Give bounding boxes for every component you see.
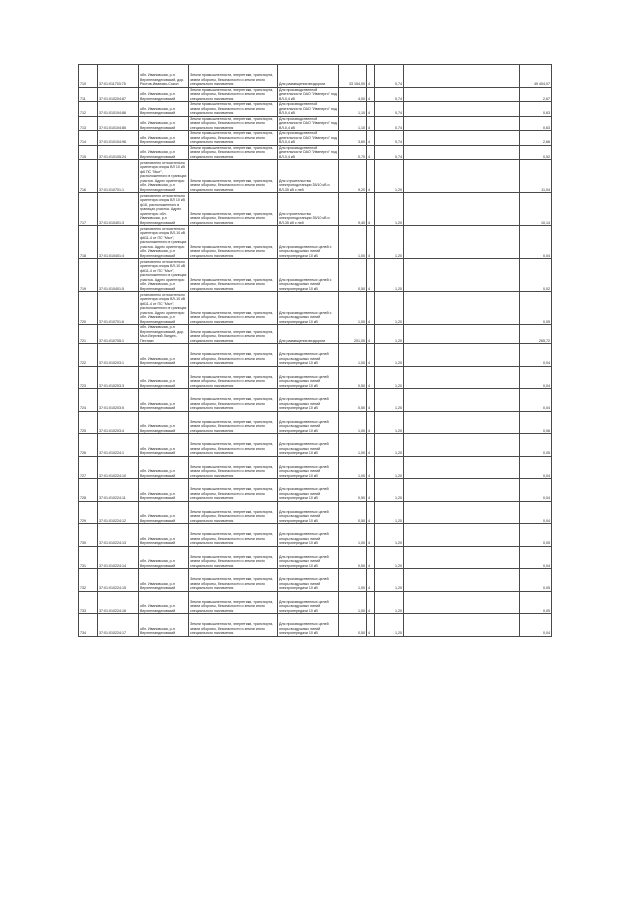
address: обл. Ивановская, р-н Верхнеландеховский: [139, 87, 189, 102]
permitted-use: Для строительства электроподстанции 35/10 кВ и ВЛ-35 кВ с ней: [278, 160, 339, 193]
spacer-cell: [404, 145, 520, 160]
area: 1,10: [339, 102, 367, 117]
spacer-cell: [404, 259, 520, 292]
address: обл. Ивановская, р-н Верхнеландеховский: [139, 591, 189, 614]
cadastral-number: 37:01:010105:24: [98, 145, 139, 160]
land-category: Земли промышленности, энергетики, транспорта, земли обороны, безопасности и земли иного специального назначения: [189, 479, 278, 502]
table-row: [79, 116, 552, 131]
land-category: Земли промышленности, энергетики, транспорта, земли обороны, безопасности и земли иного специального назначения: [189, 456, 278, 479]
address: установлено относительно ориентира опоры ВЛ 10 кВ ф6 ПС "Мыт", расположенного в границах участка. Адрес ориентира: обл. Ивановская, р-н Верхнеландеховский: [139, 160, 189, 193]
spacer-cell: [404, 456, 520, 479]
table-row: [79, 344, 552, 367]
table-row: [79, 87, 552, 102]
tax-amount: 49 404,07: [520, 65, 552, 88]
table-row: [79, 325, 552, 344]
cadastral-number: 37:01:010224:1: [98, 434, 139, 457]
table-row: [79, 614, 552, 637]
spacer-cell: [404, 501, 520, 524]
land-category: Земли промышленности, энергетики, транспорта, земли обороны, безопасности и земли иного специального назначения: [189, 501, 278, 524]
spacer-cell: [404, 292, 520, 325]
tax-amount: 0,04: [520, 456, 552, 479]
area: 1,00: [339, 411, 367, 434]
cadastral-number: 37:01:010701:1: [98, 160, 139, 193]
row-number: 714: [79, 131, 98, 146]
row-number: 720: [79, 292, 98, 325]
permitted-use: Для производственной деятельности ОАО "Ивэнерго" под ВЛ-0,4 кВ: [279, 87, 337, 101]
tax-rate: 1,20: [375, 344, 404, 367]
permitted-use: Для производственных целей опоры воздушных линий электропередачи 10 кВ: [278, 524, 339, 547]
cadastral-number: 37:01:010401:3: [98, 193, 139, 226]
address: установлено относительно ориентира опоры ВЛ-10 кВ ф611-4 от ПС "Мыт", расположенного в границах участка. Адрес ориентира: обл. Ивановская, р-н Верхнеландеховский: [139, 292, 189, 325]
area: 1,00: [339, 524, 367, 547]
table-body: [79, 65, 552, 637]
cadastral-number: 37:01:010204:87: [98, 87, 139, 102]
table-row: [79, 411, 552, 434]
tax-amount: 0,63: [520, 102, 552, 117]
cadastral-number: 37:01:010224:17: [98, 614, 139, 637]
tax-rate: 1,20: [375, 325, 404, 344]
spacer-cell: [404, 65, 520, 88]
land-category: Земли промышленности, энергетики, транспорта, земли обороны, безопасности и земли иного специального назначения: [189, 325, 278, 344]
spacer-cell: [404, 193, 520, 226]
months: 4: [367, 193, 375, 226]
land-category: Земли промышленности, энергетики, транспорта, земли обороны, безопасности и земли иного специального назначения: [189, 292, 278, 325]
address: обл. Ивановская, р-н Верхнеландеховский: [139, 344, 189, 367]
table-row: [79, 434, 552, 457]
address: обл. Ивановская, р-н Верхнеландеховский: [139, 145, 189, 160]
tax-amount: 0,52: [520, 145, 552, 160]
months: 4: [367, 411, 375, 434]
months: 4: [367, 325, 375, 344]
land-category: Земли промышленности, энергетики, транспорта, земли обороны, безопасности и земли иного специального назначения: [189, 259, 278, 292]
spacer-cell: [404, 614, 520, 637]
tax-amount: 0,05: [520, 292, 552, 325]
table-row: [79, 501, 552, 524]
land-category: Земли промышленности, энергетики, транспорта, земли обороны, безопасности и земли иного специального назначения: [189, 344, 278, 367]
area: 0,50: [339, 614, 367, 637]
months: 4: [367, 160, 375, 193]
row-number: 727: [79, 456, 98, 479]
row-number: 725: [79, 411, 98, 434]
land-category: Земли промышленности, энергетики, транспорта, земли обороны, безопасности и земли иного специального назначения: [189, 411, 278, 434]
row-number: 710: [79, 65, 98, 88]
tax-rate: 1,20: [375, 524, 404, 547]
spacer-cell: [404, 116, 520, 131]
spacer-cell: [404, 546, 520, 569]
tax-rate: 1,20: [375, 226, 404, 259]
cadastral-number: 37:01:010401:5: [98, 259, 139, 292]
address: установлено относительно ориентира опоры ВЛ-10 кВ ф611-4 от ПС "Мыт", расположенного в границах участка. Адрес ориентира: обл. Ивановская, р-н Верхнеландеховский: [139, 259, 189, 292]
permitted-use: Для производственных целей опоры воздушных линий электропередачи 10 кВ: [278, 411, 339, 434]
land-category: Земли промышленности, энергетики, транспорта, земли обороны, безопасности и земли иного специального назначения: [189, 591, 278, 614]
land-category: Земли промышленности, энергетики, транспорта, земли обороны, безопасности и земли иного специального назначения: [189, 614, 278, 637]
row-number: 732: [79, 569, 98, 592]
tax-amount: 2,67: [520, 87, 552, 102]
area: 1,00: [339, 292, 367, 325]
address: обл. Ивановская, р-н Верхнеландеховский: [139, 614, 189, 637]
months: 4: [367, 434, 375, 457]
land-category: Земли промышленности, энергетики, транспорта, земли обороны, безопасности и земли иного специального назначения: [189, 546, 278, 569]
spacer-cell: [404, 325, 520, 344]
spacer-cell: [404, 226, 520, 259]
spacer-cell: [404, 591, 520, 614]
address: обл. Ивановская, р-н Верхнеландеховский: [139, 524, 189, 547]
row-number: 713: [79, 116, 98, 131]
address: обл. Ивановская, р-н Верхнеландеховский: [139, 366, 189, 389]
row-number: 719: [79, 259, 98, 292]
table-row: [79, 389, 552, 412]
permitted-use: Для производственных целей опоры воздушных линий электропередачи 10 кВ: [278, 546, 339, 569]
cadastral-number: 37:01:010203:4: [98, 411, 139, 434]
months: 4: [367, 591, 375, 614]
land-register-table: [78, 64, 552, 637]
tax-amount: 0,04: [520, 226, 552, 259]
cadastral-number: 37:01:010701:6: [98, 292, 139, 325]
table-row: [79, 160, 552, 193]
address: обл. Ивановская, р-н Верхнеландеховский: [139, 456, 189, 479]
area: 201,00: [339, 325, 367, 344]
tax-amount: 0,04: [520, 479, 552, 502]
permitted-use: Для производственных целей опоры воздушных линий электропередачи 10 кВ: [278, 366, 339, 389]
spacer-cell: [404, 131, 520, 146]
cadastral-number: 37:01:010224:15: [98, 569, 139, 592]
row-number: 724: [79, 389, 98, 412]
permitted-use: Для производственных целей с опоры воздушных линий электропередачи 10 кВ: [278, 259, 339, 292]
table-row: [79, 226, 552, 259]
row-number: 711: [79, 87, 98, 102]
table-row: [79, 131, 552, 146]
table-row: [79, 145, 552, 160]
tax-rate: 1,20: [375, 434, 404, 457]
permitted-use: Для производственных целей опоры воздушных линий электропередачи 10 кВ: [278, 501, 339, 524]
permitted-use: Для производственных целей опоры воздушных линий электропередачи 10 кВ: [278, 434, 339, 457]
tax-rate: 1,20: [375, 546, 404, 569]
area: 1,00: [339, 456, 367, 479]
tax-amount: 0,02: [520, 259, 552, 292]
area: 0,50: [339, 479, 367, 502]
address: обл. Ивановская, р-н Верхнеландеховский, дор. Мыт-Верхний Ландех-Пестяки: [139, 325, 189, 344]
address: установлено относительно ориентира опоры ВЛ-10 кВ ф611-4 от ПС "Мыт", расположенного в границах участка. Адрес ориентира: обл. Ивановская, р-н Верхнеландеховский: [139, 226, 189, 259]
cadastral-number: 37:01:010203:5: [98, 389, 139, 412]
tax-rate: 0,74: [375, 131, 404, 146]
tax-amount: 0,06: [520, 411, 552, 434]
spacer-cell: [404, 411, 520, 434]
months: 4: [367, 501, 375, 524]
area: 1,00: [339, 344, 367, 367]
months: 4: [367, 546, 375, 569]
row-number: 731: [79, 546, 98, 569]
tax-rate: 1,20: [375, 479, 404, 502]
tax-amount: 0,05: [520, 434, 552, 457]
months: 4: [367, 344, 375, 367]
area: 0,50: [339, 259, 367, 292]
table-row: [79, 591, 552, 614]
row-number: 715: [79, 145, 98, 160]
tax-amount: 10,14: [520, 193, 552, 226]
table-row: [79, 456, 552, 479]
permitted-use: Для производственной деятельности ОАО "Ивэнерго" под ВЛ-0,4 кВ: [279, 102, 337, 115]
row-number: 721: [79, 325, 98, 344]
table-row: [79, 546, 552, 569]
permitted-use: Для производственных целей опоры воздушных линий электропередачи 10 кВ: [278, 344, 339, 367]
row-number: 729: [79, 501, 98, 524]
permitted-use: Для размещения вездороги: [278, 325, 339, 344]
tax-rate: 1,20: [375, 411, 404, 434]
area: 0,50: [339, 546, 367, 569]
tax-amount: 0,05: [520, 591, 552, 614]
spacer-cell: [404, 87, 520, 102]
row-number: 716: [79, 160, 98, 193]
row-number: 722: [79, 344, 98, 367]
area: 0,50: [339, 389, 367, 412]
cadastral-number: 37:01:010104:86: [98, 102, 139, 117]
cadastral-number: 37:01:010224:14: [98, 546, 139, 569]
land-category: Земли промышленности, энергетики, транспорта, земли обороны, безопасности и земли иного специального назначения: [189, 87, 278, 102]
permitted-use: Для производственных целей опоры воздушных линий электропередачи 10 кВ: [278, 614, 339, 637]
area: 1,00: [339, 434, 367, 457]
table-row: [79, 193, 552, 226]
land-category: Земли промышленности, энергетики, транспорта, земли обороны, безопасности и земли иного специального назначения: [189, 569, 278, 592]
address: обл. Ивановская, р-н Верхнеландеховский: [139, 546, 189, 569]
tax-rate: 1,20: [375, 501, 404, 524]
land-category: Земли промышленности, энергетики, транспорта, земли обороны, безопасности и земли иного специального назначения: [189, 116, 278, 131]
table-row: [79, 292, 552, 325]
months: 4: [367, 259, 375, 292]
tax-rate: 1,20: [375, 389, 404, 412]
tax-rate: 0,74: [375, 87, 404, 102]
row-number: 728: [79, 479, 98, 502]
months: 4: [367, 145, 375, 160]
table-row: [79, 65, 552, 88]
land-category: Земли промышленности, энергетики, транспорта, земли обороны, безопасности и земли иного специального назначения: [189, 389, 278, 412]
cadastral-number: 37:01:010203:1: [98, 344, 139, 367]
cadastral-number: 37:01:010224:10: [98, 456, 139, 479]
address: обл. Ивановская, р-н Верхнеландеховский: [139, 131, 189, 146]
months: 4: [367, 569, 375, 592]
permitted-use: Для размещения вездороги: [278, 65, 339, 88]
tax-amount: 0,04: [520, 614, 552, 637]
months: 4: [367, 65, 375, 88]
tax-rate: 1,20: [375, 591, 404, 614]
permitted-use: Для производственной деятельности ОАО "Ивэнерго" под ВЛ-0,4 кВ: [279, 116, 337, 130]
area: 1,00: [339, 591, 367, 614]
row-number: 712: [79, 102, 98, 117]
area: 9,40: [339, 193, 367, 226]
row-number: 718: [79, 226, 98, 259]
months: 4: [367, 87, 375, 102]
months: 4: [367, 292, 375, 325]
months: 4: [367, 366, 375, 389]
land-category: Земли промышленности, энергетики, транспорта, земли обороны, безопасности и земли иного специального назначения: [189, 434, 278, 457]
tax-rate: 0,74: [375, 145, 404, 160]
permitted-use: Для производственной деятельности ОАО "Ивэнерго" под ВЛ-0,4 кВ: [279, 145, 337, 159]
cadastral-number: 37:01:010224:12: [98, 501, 139, 524]
tax-amount: 0,04: [520, 501, 552, 524]
row-number: 733: [79, 591, 98, 614]
tax-amount: 11,04: [520, 160, 552, 193]
cadastral-number: 37:01:010203:3: [98, 366, 139, 389]
area: 4,00: [339, 87, 367, 102]
tax-amount: 0,04: [520, 546, 552, 569]
tax-amount: 265,72: [520, 325, 552, 344]
tax-rate: 1,20: [375, 366, 404, 389]
spacer-cell: [404, 366, 520, 389]
address: обл. Ивановская, р-н Верхнеландеховский, дор. Ростов-Иваново-Сокол: [139, 65, 189, 88]
permitted-use: Для производственных целей опоры воздушных линий электропередачи 10 кВ: [278, 479, 339, 502]
tax-rate: 1,20: [375, 160, 404, 193]
permitted-use: Для производственных целей с опоры воздушных линий электропередачи 10 кВ: [278, 292, 339, 325]
land-category: Земли промышленности, энергетики, транспорта, земли обороны, безопасности и земли иного специального назначения: [189, 524, 278, 547]
table-row: [79, 366, 552, 389]
tax-rate: 1,20: [375, 259, 404, 292]
area: 0,50: [339, 501, 367, 524]
cadastral-number: 37:01:011703:75: [98, 65, 139, 88]
area: 9,20: [339, 160, 367, 193]
cadastral-number: 37:01:010705:1: [98, 325, 139, 344]
spacer-cell: [404, 344, 520, 367]
permitted-use: Для производственных целей с опоры воздушных линий электропередачи 10 кВ: [278, 226, 339, 259]
permitted-use: Для производственной деятельности ОАО "Ивэнерго" под ВЛ-0,4 кВ: [279, 131, 337, 144]
spacer-cell: [404, 434, 520, 457]
months: 4: [367, 456, 375, 479]
land-category: Земли промышленности, энергетики, транспорта, земли обороны, безопасности и земли иного специального назначения: [189, 160, 278, 193]
tax-amount: 0,04: [520, 344, 552, 367]
tax-rate: 0,74: [375, 102, 404, 117]
tax-amount: 0,05: [520, 569, 552, 592]
months: 4: [367, 389, 375, 412]
spacer-cell: [404, 479, 520, 502]
land-category: Земли промышленности, энергетики, транспорта, земли обороны, безопасности и земли иного специального назначения: [189, 65, 278, 88]
spacer-cell: [404, 102, 520, 117]
area: 1,00: [339, 569, 367, 592]
land-category: Земли промышленности, энергетики, транспорта, земли обороны, безопасности и земли иного специального назначения: [189, 366, 278, 389]
area: 1,00: [339, 226, 367, 259]
tax-amount: 0,04: [520, 389, 552, 412]
land-category: Земли промышленности, энергетики, транспорта, земли обороны, безопасности и земли иного специального назначения: [189, 226, 278, 259]
row-number: 717: [79, 193, 98, 226]
address: обл. Ивановская, р-н Верхнеландеховский: [139, 116, 189, 131]
cadastral-number: 37:01:010401:4: [98, 226, 139, 259]
area: 3,60: [339, 131, 367, 146]
spacer-cell: [404, 160, 520, 193]
cadastral-number: 37:01:010224:13: [98, 524, 139, 547]
permitted-use: Для производственных целей опоры воздушных линий электропередачи 10 кВ: [278, 591, 339, 614]
area: 1,10: [339, 116, 367, 131]
table-row: [79, 479, 552, 502]
land-category: Земли промышленности, энергетики, транспорта, земли обороны, безопасности и земли иного специального назначения: [189, 102, 278, 117]
tax-rate: 0,74: [375, 116, 404, 131]
tax-amount: 0,05: [520, 524, 552, 547]
cadastral-number: 37:01:010104:85: [98, 116, 139, 131]
months: 4: [367, 614, 375, 637]
cadastral-number: 37:01:010104:96: [98, 131, 139, 146]
months: 4: [367, 131, 375, 146]
spacer-cell: [404, 389, 520, 412]
address: обл. Ивановская, р-н Верхнеландеховский: [139, 569, 189, 592]
tax-rate: 1,20: [375, 456, 404, 479]
table-row: [79, 524, 552, 547]
tax-rate: 1,20: [375, 569, 404, 592]
address: установлено относительно ориентира опоры ВЛ 10 кВ ф16, расположенного в границах участка. Адрес ориентира: обл. Ивановская, р-н Верхнеландеховский: [139, 193, 189, 226]
table-row: [79, 569, 552, 592]
address: обл. Ивановская, р-н Верхнеландеховский: [139, 434, 189, 457]
land-category: Земли промышленности, энергетики, транспорта, земли обороны, безопасности и земли иного специального назначения: [189, 145, 278, 160]
tax-rate: 1,20: [375, 193, 404, 226]
permitted-use: Для производственных целей опоры воздушных линий электропередачи 10 кВ: [278, 389, 339, 412]
tax-rate: 0,74: [375, 65, 404, 88]
tax-amount: 2,66: [520, 131, 552, 146]
tax-amount: 0,04: [520, 366, 552, 389]
area: 33 154,00: [339, 65, 367, 88]
address: обл. Ивановская, р-н Верхнеландеховский: [139, 479, 189, 502]
address: обл. Ивановская, р-н Верхнеландеховский: [139, 411, 189, 434]
area: 0,50: [339, 366, 367, 389]
months: 4: [367, 102, 375, 117]
months: 4: [367, 116, 375, 131]
table-row: [79, 259, 552, 292]
row-number: 726: [79, 434, 98, 457]
address: обл. Ивановская, р-н Верхнеландеховский: [139, 102, 189, 117]
row-number: 723: [79, 366, 98, 389]
spacer-cell: [404, 569, 520, 592]
permitted-use: Для производственных целей опоры воздушных линий электропередачи 10 кВ: [278, 456, 339, 479]
address: обл. Ивановская, р-н Верхнеландеховский: [139, 389, 189, 412]
area: 0,70: [339, 145, 367, 160]
address: обл. Ивановская, р-н Верхнеландеховский: [139, 501, 189, 524]
cadastral-number: 37:01:010224:16: [98, 591, 139, 614]
cadastral-number: 37:01:010224:11: [98, 479, 139, 502]
table-row: [79, 102, 552, 117]
tax-rate: 1,20: [375, 614, 404, 637]
tax-amount: 0,63: [520, 116, 552, 131]
land-category: Земли промышленности, энергетики, транспорта, земли обороны, безопасности и земли иного специального назначения: [189, 131, 278, 146]
permitted-use: Для производственных целей опоры воздушных линий электропередачи 10 кВ: [278, 569, 339, 592]
permitted-use: Для строительства электроподстанции 35/10 кВ и ВЛ-35 кВ с ней: [278, 193, 339, 226]
tax-rate: 1,20: [375, 292, 404, 325]
months: 4: [367, 479, 375, 502]
spacer-cell: [404, 524, 520, 547]
months: 4: [367, 226, 375, 259]
land-category: Земли промышленности, энергетики, транспорта, земли обороны, безопасности и земли иного специального назначения: [189, 193, 278, 226]
row-number: 730: [79, 524, 98, 547]
months: 4: [367, 524, 375, 547]
row-number: 734: [79, 614, 98, 637]
